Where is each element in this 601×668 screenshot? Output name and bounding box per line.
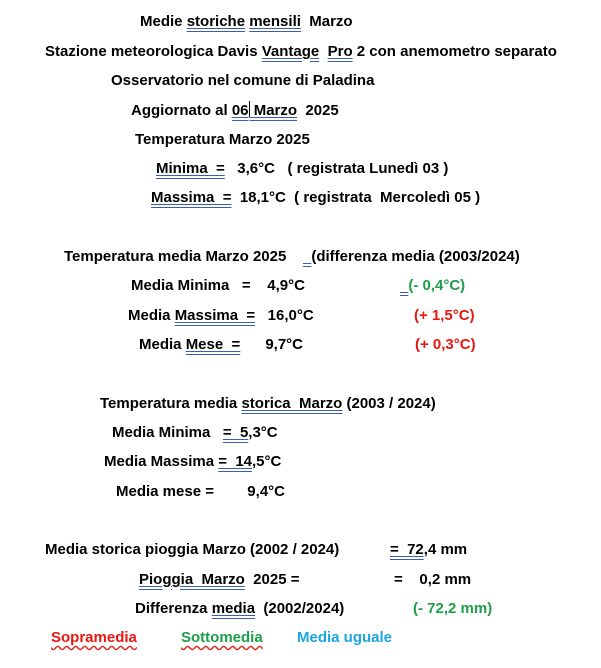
hist-max-text-2: = 14 [218,453,252,470]
rain-diff-label-3: (2002/2024) [255,600,345,617]
rain-hist-value [390,541,467,559]
avg-max-diff: (+ 1,5°C) [414,307,475,324]
hist-title-text-2: storica Marzo [241,395,343,412]
rain-diff-value: (- 72,2 mm) [413,600,493,617]
avg-max-row [128,307,314,325]
header-title [140,13,353,31]
observatory-line: Osservatorio nel comune di Paladina [111,72,375,89]
updated-day: 06 [231,102,249,119]
station-line [45,43,557,61]
hist-title-text-3: (2003 / 2024) [342,395,436,412]
min-label: Minima = [156,160,225,177]
hist-month-row: Media mese = 9,4°C [116,483,285,500]
max-label: Massima = [151,189,232,206]
legend-above-average: Sopramedia [51,629,137,646]
hist-max-text-1: Media Massima [104,453,219,470]
avg-month-text-1: Media [139,336,186,353]
temp-avg-title-text: Temperatura media Marzo 2025 [64,248,287,265]
rain-hist-value-2: ,4 mm [423,541,468,558]
temp-march-title: Temperatura Marzo 2025 [135,131,310,148]
temp-avg-title [64,248,520,266]
title-text-5: Marzo [300,13,353,30]
hist-max-value: ,5°C [252,453,282,470]
title-text-1: Medie [140,13,187,30]
station-text-2: Vantage [261,43,320,60]
diff-label: (differenza media (2003/2024) [311,248,520,265]
updated-text-1: Aggiornato al [131,102,232,119]
station-text-3 [319,43,327,60]
hist-min-text-2: = 5 [222,424,249,441]
legend-equal-average: Media uguale [297,629,393,646]
temp-march-max [151,189,480,207]
legend-below-average: Sottomedia [181,629,263,646]
hist-title [100,395,436,413]
avg-min-row: Media Minima = 4,9°C [131,277,305,294]
title-text-4: mensili [249,13,301,30]
title-gap [286,248,303,265]
updated-month: Marzo [249,102,298,119]
rain-month-label-2: 2025 = [244,571,300,588]
rain-month-value: = 0,2 mm [394,571,472,588]
avg-max-value: 16,0°C [255,307,314,324]
avg-month-row [139,336,303,354]
station-text-5: 2 con anemometro separato [352,43,557,60]
station-text-4: Pro [327,43,353,60]
updated-line [131,101,339,120]
updated-year: 2025 [297,102,339,119]
rain-hist-value-1: = 72 [390,541,424,558]
title-text-2: storiche [186,13,246,30]
avg-month-value: 9,7°C [240,336,304,353]
hist-max-row [104,453,281,471]
avg-min-diff-text: (- 0,4°C) [408,277,466,294]
avg-month-diff: (+ 0,3°C) [415,336,476,353]
avg-month-text-2: Mese = [185,336,241,353]
min-value: 3,6°C ( registrata Lunedì 03 ) [237,160,449,177]
hist-min-value: ,3°C [248,424,278,441]
max-value: 18,1°C ( registrata Mercoledì 05 ) [239,189,481,206]
temp-march-min [156,160,448,178]
avg-min-diff [400,277,465,295]
rain-diff-label-1: Differenza [135,600,212,617]
rain-hist-label: Media storica pioggia Marzo (2002 / 2024) [45,541,340,558]
avg-max-text-1: Media [128,307,175,324]
rain-month-label [139,571,299,589]
avg-max-text-2: Massima = [174,307,256,324]
hist-min-row [112,424,278,442]
station-text-1: Stazione meteorologica Davis [45,43,262,60]
rain-month-label-1: Pioggia Marzo [139,571,245,588]
hist-min-text-1: Media Minima [112,424,223,441]
rain-diff-label-2: media [211,600,256,617]
hist-title-text-1: Temperatura media [100,395,242,412]
rain-diff-label [135,600,344,618]
